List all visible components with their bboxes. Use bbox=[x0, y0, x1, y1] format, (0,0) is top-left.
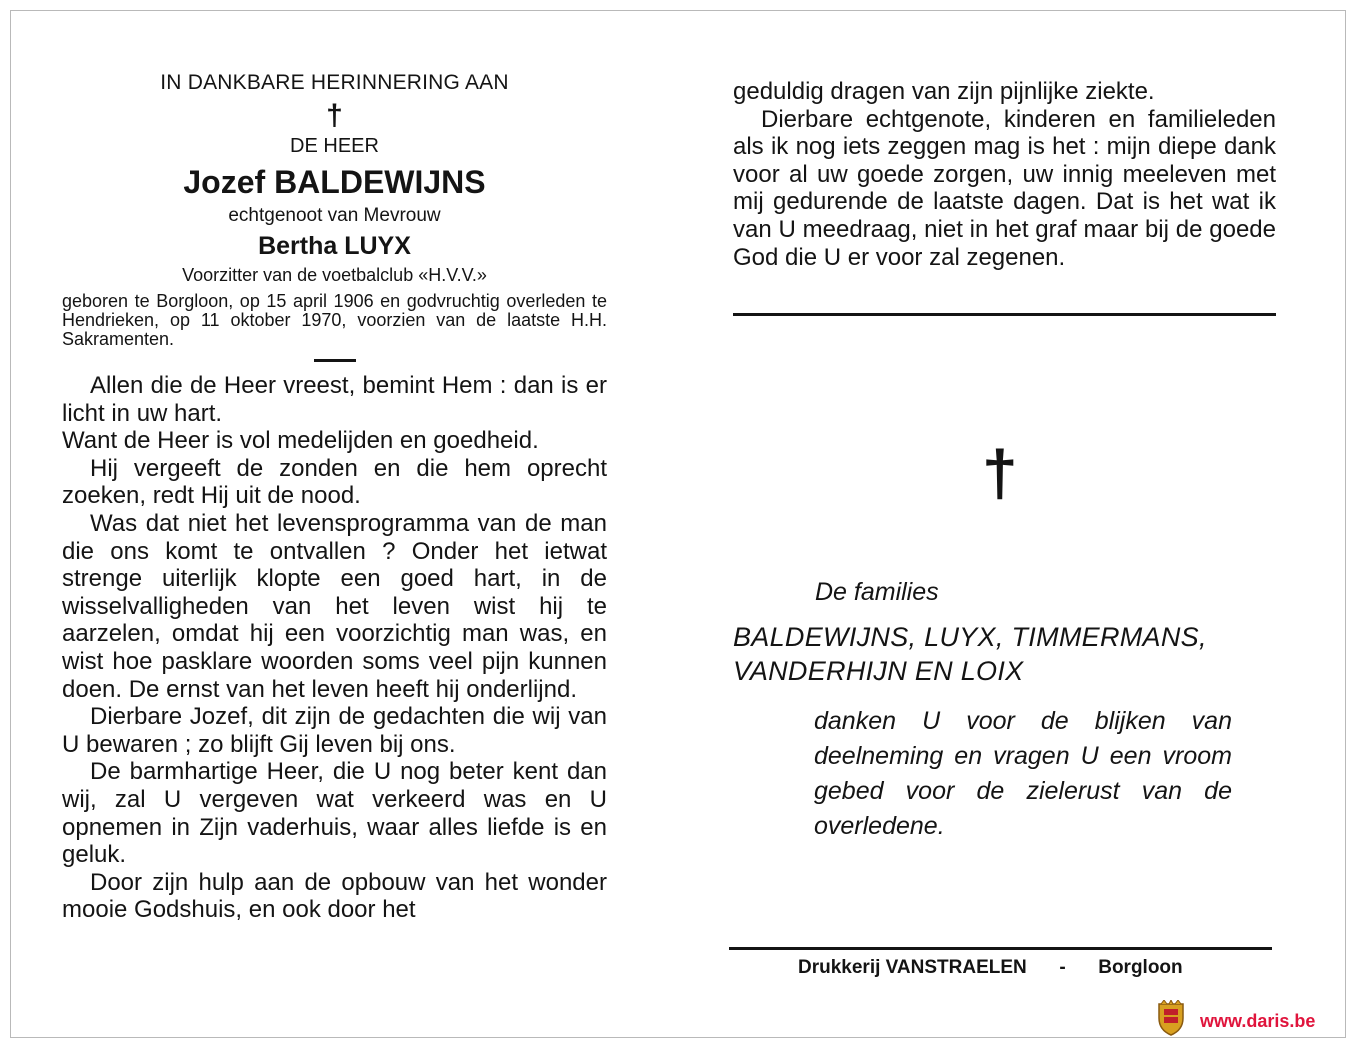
paragraph: Was dat niet het levensprogramma van de man die ons komt te ontvallen ? Onder het ietwat strenge uiterlijk klopte een goed hart, in de wisselvalligheden van het leven wist hij te aarzelen, omdat hij een voorzichtig man was, en wist hoe pasklare woorden soms veel pijn kunnen doen. De ernst van het leven heeft hij onderlijnd. bbox=[62, 509, 607, 703]
printer-name: Drukkerij VANSTRAELEN bbox=[798, 957, 1027, 978]
paragraph: geduldig dragen van zijn pijnlijke ziekte. bbox=[733, 78, 1155, 105]
families-names bbox=[733, 620, 1207, 688]
memorial-header: IN DANKBARE HERINNERING AAN bbox=[160, 71, 509, 94]
paragraph: Allen die de Heer vreest, bemint Hem : dan is er licht in uw hart. bbox=[62, 372, 607, 427]
crest-icon bbox=[1156, 1000, 1186, 1036]
watermark-link[interactable]: www.daris.be bbox=[1200, 1011, 1316, 1031]
spouse-lead: echtgenoot van Mevrouw bbox=[228, 205, 441, 226]
paragraph: De barmhartige Heer, die U nog beter kent dan wij, zal U vergeven wat verkeerd was en U opnemen in Zijn vaderhuis, waar alles liefde is en geluk. bbox=[62, 758, 607, 869]
divider bbox=[733, 313, 1276, 316]
deceased-name: Jozef BALDEWIJNS bbox=[183, 164, 486, 200]
right-panel bbox=[733, 78, 1276, 271]
thanks-text: danken U voor de blijken van deelneming en vragen U een vroom gebed voor de zielerust van de overledene. bbox=[814, 707, 1232, 840]
left-panel bbox=[62, 70, 607, 924]
paragraph: Dierbare echtgenote, kinderen en familieleden als ik nog iets zeggen mag is het : mijn diepe dank voor al uw goede zorgen, uw innig meeleven met mij gedurende de laatste dagen. Dat is het wat ik van U meedraag, niet in het graf maar bij de goede God die U er voor zal zegenen. bbox=[733, 105, 1276, 271]
divider bbox=[729, 947, 1272, 950]
printer-credit bbox=[798, 957, 1183, 979]
paragraph: Door zijn hulp aan de opbouw van het wonder mooie Godshuis, en ook door het bbox=[62, 868, 607, 924]
paragraph: Dierbare Jozef, dit zijn de gedachten die wij van U bewaren ; zo blijft Gij leven bij ons. bbox=[62, 703, 607, 758]
closing-text bbox=[733, 78, 1276, 271]
birth-death-dates: geboren te Borgloon, op 15 april 1906 en godvruchtig overleden te Hendrieken, op 11 oktober 1970, voorzien van de laatste H.H. Sakramenten. bbox=[62, 291, 607, 349]
families-lead: De families bbox=[815, 578, 939, 606]
paragraph: Hij vergeeft de zonden en die hem oprecht zoeken, redt Hij uit de nood. bbox=[62, 454, 607, 510]
honorific-title: DE HEER bbox=[290, 135, 379, 157]
families-line: BALDEWIJNS, LUYX, TIMMERMANS, bbox=[733, 622, 1207, 652]
printer-city: Borgloon bbox=[1098, 957, 1183, 978]
cross-icon: † bbox=[326, 99, 343, 132]
families-line: VANDERHIJN EN LOIX bbox=[733, 656, 1024, 686]
role-line: Voorzitter van de voetbalclub «H.V.V.» bbox=[182, 265, 487, 285]
spouse-name: Bertha LUYX bbox=[258, 232, 411, 260]
paragraph: Want de Heer is vol medelijden en goedheid. bbox=[62, 427, 539, 455]
divider bbox=[314, 359, 356, 362]
printer-dash: - bbox=[1059, 957, 1066, 978]
poem-text bbox=[62, 372, 607, 924]
cross-icon: † bbox=[982, 437, 1018, 509]
